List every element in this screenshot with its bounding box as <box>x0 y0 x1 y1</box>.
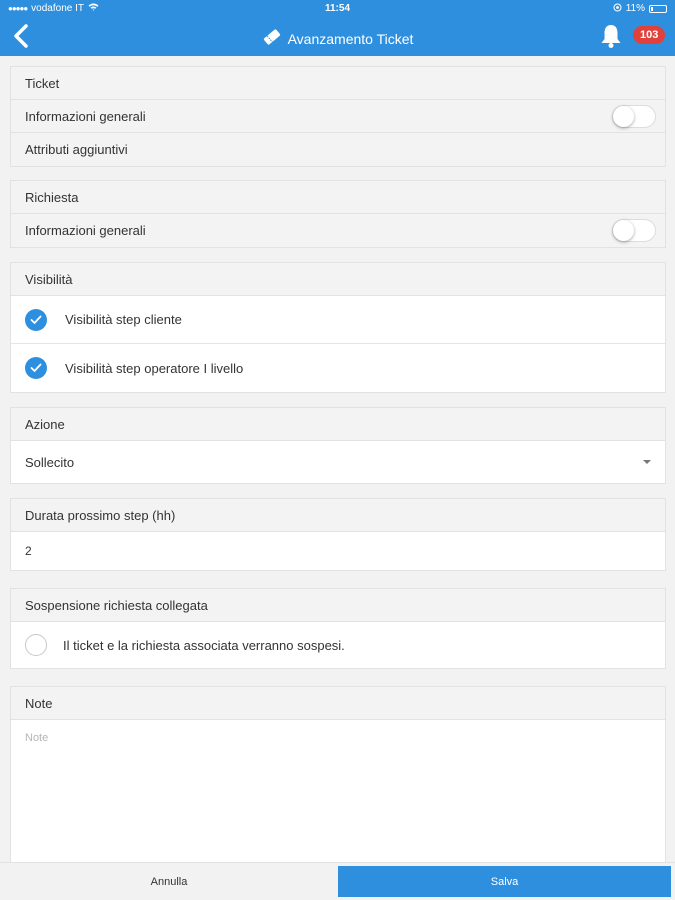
nav-bar <box>0 17 675 56</box>
carrier-label: vodafone IT <box>31 3 84 14</box>
ticket-extra-attributes-label: Attributi aggiuntivi <box>25 142 128 157</box>
note-section-title: Note <box>11 687 665 720</box>
duration-input-value: 2 <box>25 544 32 558</box>
visibility-operator-label: Visibilità step operatore I livello <box>65 360 244 376</box>
duration-input[interactable] <box>11 532 665 570</box>
clock: 11:54 <box>324 3 351 14</box>
app-header <box>0 0 675 56</box>
action-select[interactable] <box>11 441 665 483</box>
page-title-text: Avanzamento Ticket <box>287 30 414 47</box>
note-section <box>10 686 666 864</box>
visibility-section-title: Visibilità <box>11 263 665 296</box>
suspension-option[interactable] <box>11 622 665 668</box>
signal-icon: ●●●●● <box>8 4 28 13</box>
request-general-info-row[interactable] <box>11 214 665 247</box>
request-general-info-toggle[interactable] <box>612 219 656 242</box>
suspension-section <box>10 588 666 669</box>
action-section-title: Azione <box>11 408 665 441</box>
ticket-general-info-toggle[interactable] <box>612 105 656 128</box>
request-section-title: Richiesta <box>11 181 665 214</box>
visibility-section <box>10 262 666 393</box>
status-bar <box>0 0 675 17</box>
ticket-section <box>10 66 666 167</box>
duration-section-title: Durata prossimo step (hh) <box>11 499 665 532</box>
footer-bar <box>0 862 675 900</box>
visibility-client-label: Visibilità step cliente <box>65 312 182 327</box>
ticket-icon <box>262 27 282 50</box>
battery-icon <box>649 5 667 13</box>
suspension-radio[interactable] <box>25 634 47 656</box>
note-placeholder: Note <box>25 732 49 744</box>
checkmark-icon[interactable] <box>25 357 47 379</box>
cancel-button[interactable]: Annulla <box>150 875 188 888</box>
visibility-operator-option[interactable] <box>11 344 665 392</box>
suspension-section-title: Sospensione richiesta collegata <box>11 589 665 622</box>
request-general-info-label: Informazioni generali <box>25 223 146 238</box>
save-button[interactable]: Salva <box>338 866 671 897</box>
ticket-general-info-row[interactable] <box>11 100 665 133</box>
page-title <box>0 27 675 50</box>
note-textarea[interactable] <box>11 720 665 863</box>
bell-icon[interactable] <box>597 22 625 50</box>
duration-section <box>10 498 666 571</box>
checkmark-icon[interactable] <box>25 309 47 331</box>
notification-badge[interactable]: 103 <box>633 26 665 44</box>
request-section <box>10 180 666 248</box>
chevron-down-icon <box>643 460 651 464</box>
ticket-section-title: Ticket <box>11 67 665 100</box>
ticket-extra-attributes-row[interactable] <box>11 133 665 166</box>
action-section <box>10 407 666 484</box>
action-select-value: Sollecito <box>25 454 75 470</box>
suspension-label: Il ticket e la richiesta associata verranno sospesi. <box>63 637 345 653</box>
ticket-general-info-label: Informazioni generali <box>25 108 146 124</box>
battery-percent: 11% <box>625 3 645 14</box>
visibility-client-option[interactable] <box>11 296 665 344</box>
